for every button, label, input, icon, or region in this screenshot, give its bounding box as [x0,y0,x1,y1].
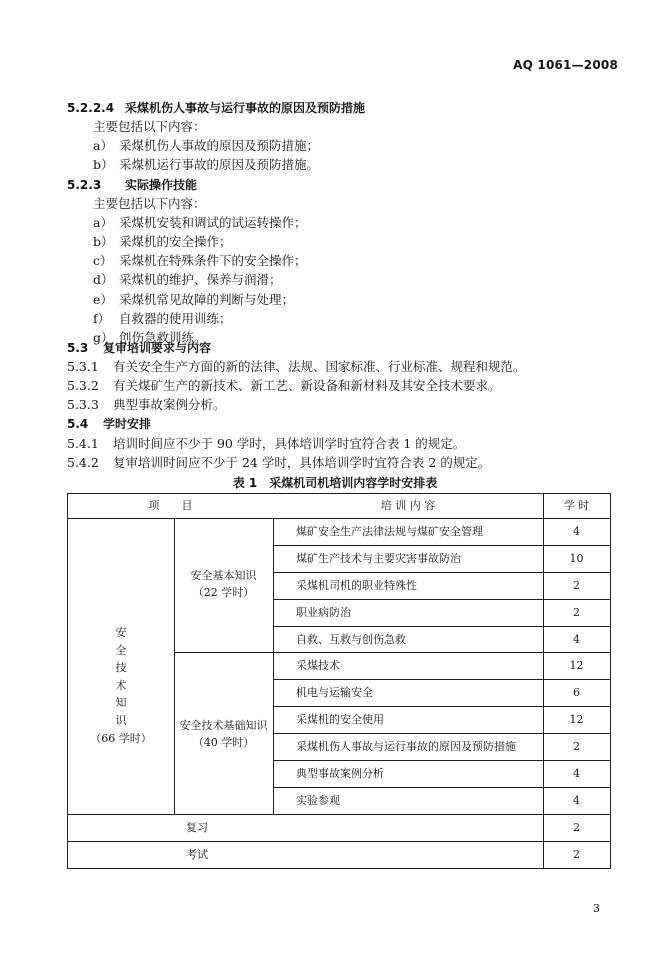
page-number: 3 [593,902,600,915]
clause-text: 有关煤矿生产的新技术、新工艺、新设备和新材料及其安全技术要求。 [113,378,501,393]
list-label: a） [93,138,113,153]
row-hours: 6 [573,686,580,699]
category-char: 术 [115,678,127,692]
category-char: 知 [115,696,127,709]
section-number: 5.2.3 [67,178,102,192]
clause-text: 复审培训时间应不少于 24 学时，具体培训学时宜符合表 2 的规定。 [113,455,491,470]
clause-text: 有关安全生产方面的新的法律、法规、国家标准、行业标准、规程和规范。 [113,359,526,374]
section-number: 5.3 [67,341,89,355]
row-hours: 4 [573,767,580,780]
row-hours: 2 [573,579,580,592]
row-content: 职业病防治 [296,606,351,619]
section-number: 5.2.2.4 [67,101,115,115]
row-hours: 4 [573,525,580,538]
row-hours: 2 [573,606,580,619]
list-label: d） [93,272,114,287]
header-content: 培 训 内 容 [380,499,436,512]
paragraph-text: 主要包括以下内容： [93,196,206,211]
row-content: 采煤技术 [296,659,340,672]
group-name: 安全基本知识 [190,569,257,582]
group-hours: （40 学时） [192,736,255,749]
group-hours: （22 学时） [192,586,255,599]
numbered-clause [67,397,226,413]
clause-text: 培训时间应不少于 90 学时，具体培训学时宜符合表 1 的规定。 [113,436,466,451]
row-hours: 2 [573,821,580,834]
list-item [93,138,319,154]
heading-5-4 [67,416,151,432]
category-char: 安 [115,626,127,639]
list-item [93,272,282,288]
clause-number: 5.3.3 [67,397,99,412]
list-label: f） [93,311,111,326]
list-item [93,253,307,269]
row-hours: 2 [573,740,580,753]
row-hours: 4 [573,794,580,807]
row-content: 煤矿安全生产法律法规与煤矿安全管理 [296,525,483,538]
clause-number: 5.4.2 [67,455,99,470]
row-hours: 12 [569,713,584,726]
paragraph-text: 主要包括以下内容： [93,119,206,134]
heading-5-2-2-4 [67,100,365,116]
category-hours: （66 学时） [90,732,152,745]
list-text: 采煤机在特殊条件下的安全操作； [119,253,307,268]
row-content: 自救、互救与创伤急救 [296,633,406,646]
training-hours-table [67,493,611,869]
row-content: 煤矿生产技术与主要灾害事故防治 [296,552,461,565]
list-label: a） [93,215,113,230]
numbered-clause [67,436,465,452]
row-hours: 10 [569,552,584,565]
list-item [93,292,294,308]
group-name: 安全技术基础知识 [179,719,268,732]
row-hours: 12 [569,659,584,672]
list-text: 采煤机伤人事故的原因及预防措施； [119,138,320,153]
row-content: 机电与运输安全 [296,686,373,699]
numbered-clause [67,359,526,375]
list-label: b） [93,234,114,249]
list-item [93,311,232,327]
row-content: 典型事故案例分析 [296,767,384,780]
row-content: 实验参观 [296,794,340,807]
section-title: 复审培训要求与内容 [103,341,212,355]
list-label: g） [93,330,114,345]
clause-number: 5.3.2 [67,378,99,393]
list-text: 采煤机的维护、保养与润滑； [119,272,282,287]
category-char: 全 [115,643,127,657]
list-text: 采煤机安装和调试的试运转操作； [119,215,307,230]
list-text: 创伤急救训练。 [119,330,207,345]
row-hours: 4 [573,633,580,646]
clause-number: 5.3.1 [67,359,99,374]
row-content: 采煤机的安全使用 [296,713,384,726]
category-char: 识 [115,713,127,727]
list-item [93,234,232,250]
row-content: 采煤机司机的职业特殊性 [296,579,417,592]
heading-5-3 [67,340,211,356]
section-title: 学时安排 [103,417,152,431]
category-char: 技 [115,661,127,674]
list-text: 采煤机常见故障的判断与处理； [119,292,295,307]
clause-text: 典型事故案例分析。 [113,397,226,412]
row-content-review: 复习 [186,821,208,834]
category-label [111,624,131,729]
header-hours: 学 时 [563,499,590,512]
list-label: e） [93,292,113,307]
list-text: 采煤机运行事故的原因及预防措施。 [119,157,320,172]
list-text: 采煤机的安全操作； [119,234,232,249]
list-item [93,157,319,173]
row-hours: 2 [573,848,580,861]
heading-5-2-3 [67,177,197,193]
numbered-clause [67,455,490,471]
row-content-exam: 考试 [186,848,208,861]
standard-code: AQ 1061—2008 [513,58,618,72]
list-text: 自救器的使用训练； [119,311,232,326]
list-label: b） [93,157,114,172]
header-item: 项 目 [148,499,193,512]
numbered-clause [67,378,501,394]
row-content: 采煤机伤人事故与运行事故的原因及预防措施 [296,740,516,753]
section-number: 5.4 [67,417,89,431]
section-title: 采煤机伤人事故与运行事故的原因及预防措施 [125,101,366,115]
list-item [93,215,307,231]
section-title: 实际操作技能 [125,178,198,192]
table-title: 表 1 采煤机司机培训内容学时安排表 [232,476,438,490]
clause-number: 5.4.1 [67,436,99,451]
list-label: c） [93,253,113,268]
